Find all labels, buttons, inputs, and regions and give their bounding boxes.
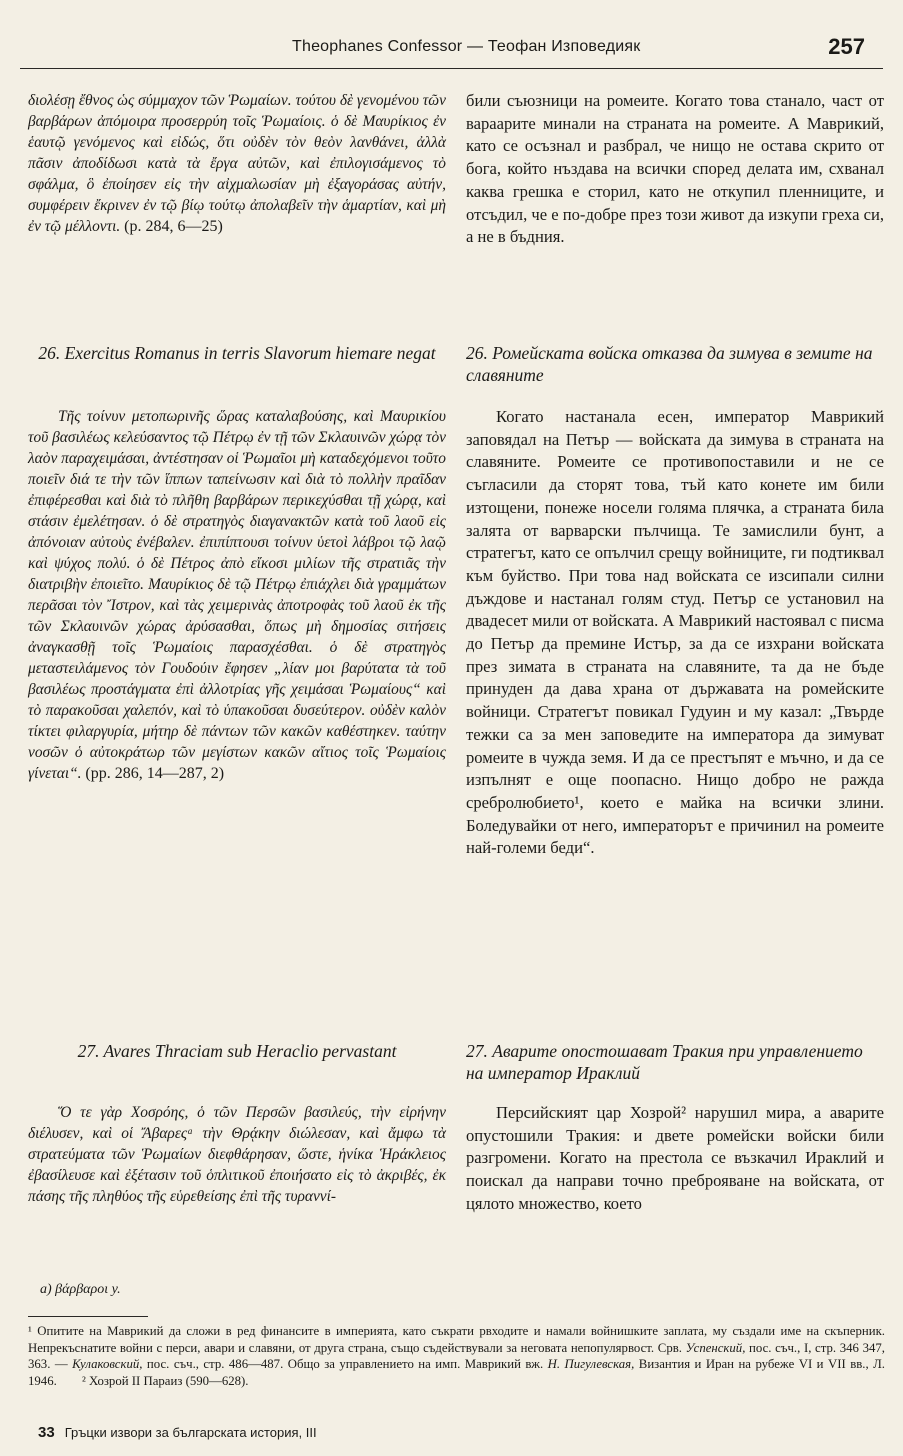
section-27-bulgarian [466, 1102, 884, 1216]
apparatus-criticus: a) βάρβαροι y. [40, 1282, 121, 1297]
section-title: 26. Ромейската войска отказва да зимува в земите на славяните [466, 343, 873, 385]
greek-text: διολέσῃ ἔθνος ὡς σύμμαχον τῶν Ῥωμαίων. τούτου δὲ γενομένου τῶν βαρβάρων ἀπόμοιρα προσερρύη τοῖς Ῥωμαίοις. ὁ δὲ Μαυρίκιος ἐν ἑαυτῷ γενόμενος καὶ εἰδώς, ὅτι οὐδὲν τὸν θεὸν λανθάνει, ἀλλὰ πᾶσιν ἀποδίδωσι κατὰ τὰ ἔργα αὐτῶν, καὶ ἐπιλογισάμενος τὸ σφάλμα, ὃ ἐποίησεν εἰς τὴν αἰχμαλωσίαν μὴ ἐξαγοράσας αὐτήν, συμφέρειν ἔκρινεν ἐν τῷ βίῳ τούτῳ ἀπολαβεῖν τὴν ἁμαρτίαν, καὶ μὴ ἐν τῷ μέλλοντι. [28, 92, 446, 235]
footnote-1: ¹ Опитите на Маврикий да сложи в ред финансите в империята, като съкрати рвходите и намали войнишките заплата, му създали име на скъперник. Непрекъснатите войни с перси, авари и славяни, от друга страна, също съдействували за неговата непопулярвост. Срв. Успенский, пос. съч., I, стр. 346 347, 363. — Кулаковский, пос. съч., стр. 486—487. Общо за управлението на имп. Маврикий вж. Н. Пигулевская, Византия и Иран на рубеже VI и VII вв., Л. 1946. ² Хозрой II Параиз (590—628). [28, 1324, 886, 1388]
footnote-2: ² Хозрой II Параиз (590—628). [82, 1373, 249, 1388]
page-header [20, 34, 883, 69]
sheet-number: 33 [38, 1424, 55, 1441]
translation-text: били съюзници на ромеите. Когато това станало, част от вараарите минали на страната на ромеите. А Маврикий, като се осъзнал и разбрал, че нищо не остава скрито от бога, който нъздава на всички според делата им, схванал каква грешка е сторил, като не откупил пленниците, и отсъдил, че е по-добре през този живот да изкупи греха си, а не в бъдния. [466, 91, 885, 247]
section-27-latin-heading [28, 1040, 446, 1062]
cited-author: Н. Пигулевская, [547, 1357, 635, 1371]
book-title: Гръцки извори за българската история, III [64, 1425, 317, 1440]
source-reference: (p. 284, 6—25) [124, 218, 223, 235]
section-26-bulgarian [466, 406, 884, 860]
cited-author: Кулаковский, [72, 1357, 143, 1371]
section-26-bulgarian-heading [466, 342, 884, 386]
section-26-greek [28, 406, 446, 784]
footnotes [28, 1323, 885, 1389]
section-26-latin-heading [28, 342, 446, 364]
section-title: 27. Аварите опостошават Тракия при управлението на император Ираклий [466, 1041, 863, 1083]
section-title: 26. Exercitus Romanus in terris Slavorum hiemare negat [38, 343, 436, 363]
source-reference: (pp. 286, 14—287, 2) [85, 765, 225, 782]
section-title: 27. Avares Thraciam sub Heraclio pervastant [77, 1041, 397, 1061]
translation-text: Когато настанала есен, император Маврикий заповядал на Петър — войската да зимува в страната на славяните. Ромеите се противопоставили и не се съгласили да сторят това, тъй като конете им били изтощени, понеже носели голяма плячка, а страната била залята от варварски пълчища. Те замислили бунт, а стратегът, като се опълчил срещу войниците, ги подтиквал към буйство. При това над войската се изсипали силни дъждове и настанал голям студ. Петър се установил на двадесет мили от войската. А Маврикий настоявал с писма до Петър да премине Истър, за да се изхрани войската през зимата в страната на славяните, та да не бъде принуден да дава храна от държавата на ромейските войници. Стратегът повикал Гудуин и му казал: „Твърде тежки са за мен заповедите на императора да зимуват ромеите в чужда земя. И да се престъпят е мъчно, и да се изпълнят е още поопасно. Нищо добро не ражда сребролюбието¹, което е майка на всички злини. Боледувайки от него, императорът е причинил на ромеите най-големи беди“. [466, 407, 884, 858]
page-number: 257 [828, 34, 865, 59]
section-25-bulgarian [466, 90, 884, 249]
cited-author: Успенский, [685, 1340, 746, 1355]
running-title: Theophanes Confessor — Теофан Изповедияк [292, 38, 641, 55]
section-27-greek [28, 1102, 446, 1207]
translation-text: Персийският цар Хозрой² нарушил мира, а аварите опустошили Тракия: и двете ромейски войски били разгромени. Когато на престола се възкачил Ираклий и поискал да направи точно преброяване на войската, от цялото множество, което [466, 1103, 884, 1213]
greek-text: Ὅ τε γὰρ Χοσρόης, ὁ τῶν Περσῶν βασιλεύς, τὴν εἰρήνην διέλυσεν, καὶ οἱ Ἄβαρεςᵃ τὴν Θρᾴκην διώλεσαν, καὶ ἄμφω τὰ στρατεύματα τῶν Ῥωμαίων διεφθάρησαν, ὥστε, ἡνίκα Ἡράκλειος ἐβασίλευσε καὶ ἐξέτασιν τοῦ ὁπλιτικοῦ ἐποιήσατο εἰς τὸ ἀκριβές, ἐκ πάσης τῆς πληθύος τῆς εὑρεθείσης ἐπὶ τῆς τυραννί- [28, 1104, 446, 1205]
greek-text: Τῆς τοίνυν μετοπωρινῆς ὥρας καταλαβούσης, καὶ Μαυρικίου τοῦ βασιλέως κελεύσαντος τῷ Πέτρῳ ἐν τῇ τῶν Σκλαυινῶν χώρᾳ τὸν λαὸν παραχειμάσαι, ἀντέστησαν οἱ Ῥωμαῖοι μὴ καταδεχόμενοι τοῦτο ποιεῖν διά τε τὴν τῶν ἵππων ταπείνωσιν καὶ διὰ τὸ πολλὴν πραῖδαν ἐπιφέρεσθαι καὶ διὰ τὸ πλῆθη βαρβάρων περικεχύσθαι τῇ χώρᾳ, καὶ στάσιν ἐμελέτησαν. ὁ δὲ στρατηγὸς διαγανακτῶν κατὰ τοῦ λαοῦ εἰς ἀπόνοιαν αὐτοὺς ἐνέβαλεν. ἐπιπίπτουσι τοίνυν ὑετοὶ λάβροι τῷ λαῷ καὶ ψύχος πολύ. ὁ δὲ Πέτρος ἀπὸ εἴκοσι μιλίων τῆς στρατιᾶς τὴν διατριβὴν ἐποιεῖτο. Μαυρίκιος δὲ τῷ Πέτρῳ ἐπιάχλει διὰ γραμμάτων περᾶσαι τὸν Ἴστρον, καὶ τὰς χειμερινὰς ἀποτροφὰς τοῦ λαοῦ ἐκ τῆς τῶν Σκλαυινῶν χώρας ἀρύσασθαι, ὅπως μὴ δημοσίας σιτήσεις ἀναγκασθῇ τοῖς Ῥωμαίοις παρασχέσθαι. ὁ δὲ στρατηγὸς μεταστειλάμενος τὸν Γουδούιν ἔφησεν „λίαν μοι βαρύτατα τὰ τοῦ βασιλέως προστάγματα ἐπὶ ἀλλοτρίας γῆς χειμάσαι Ῥωμαίους“ καὶ τὸ παρακοῦσαι χαλεπόν, καὶ τὸ ὑπακοῦσαι δυσεύτερον. οὐδὲν καλὸν τίκτει φιλαργυρία, μήτηρ δὲ πάντων τῶν κακῶν καθέστηκεν. ταύτην νοσῶν ὁ αὐτοκράτωρ τῶν μεγίστων κακῶν αἴτιος τοῖς Ῥωμαίοις γίνεται“. [28, 408, 446, 782]
section-27-bulgarian-heading [466, 1040, 884, 1084]
footnote-separator [28, 1316, 148, 1317]
section-25-greek [28, 90, 446, 237]
printer-signature [38, 1424, 317, 1441]
